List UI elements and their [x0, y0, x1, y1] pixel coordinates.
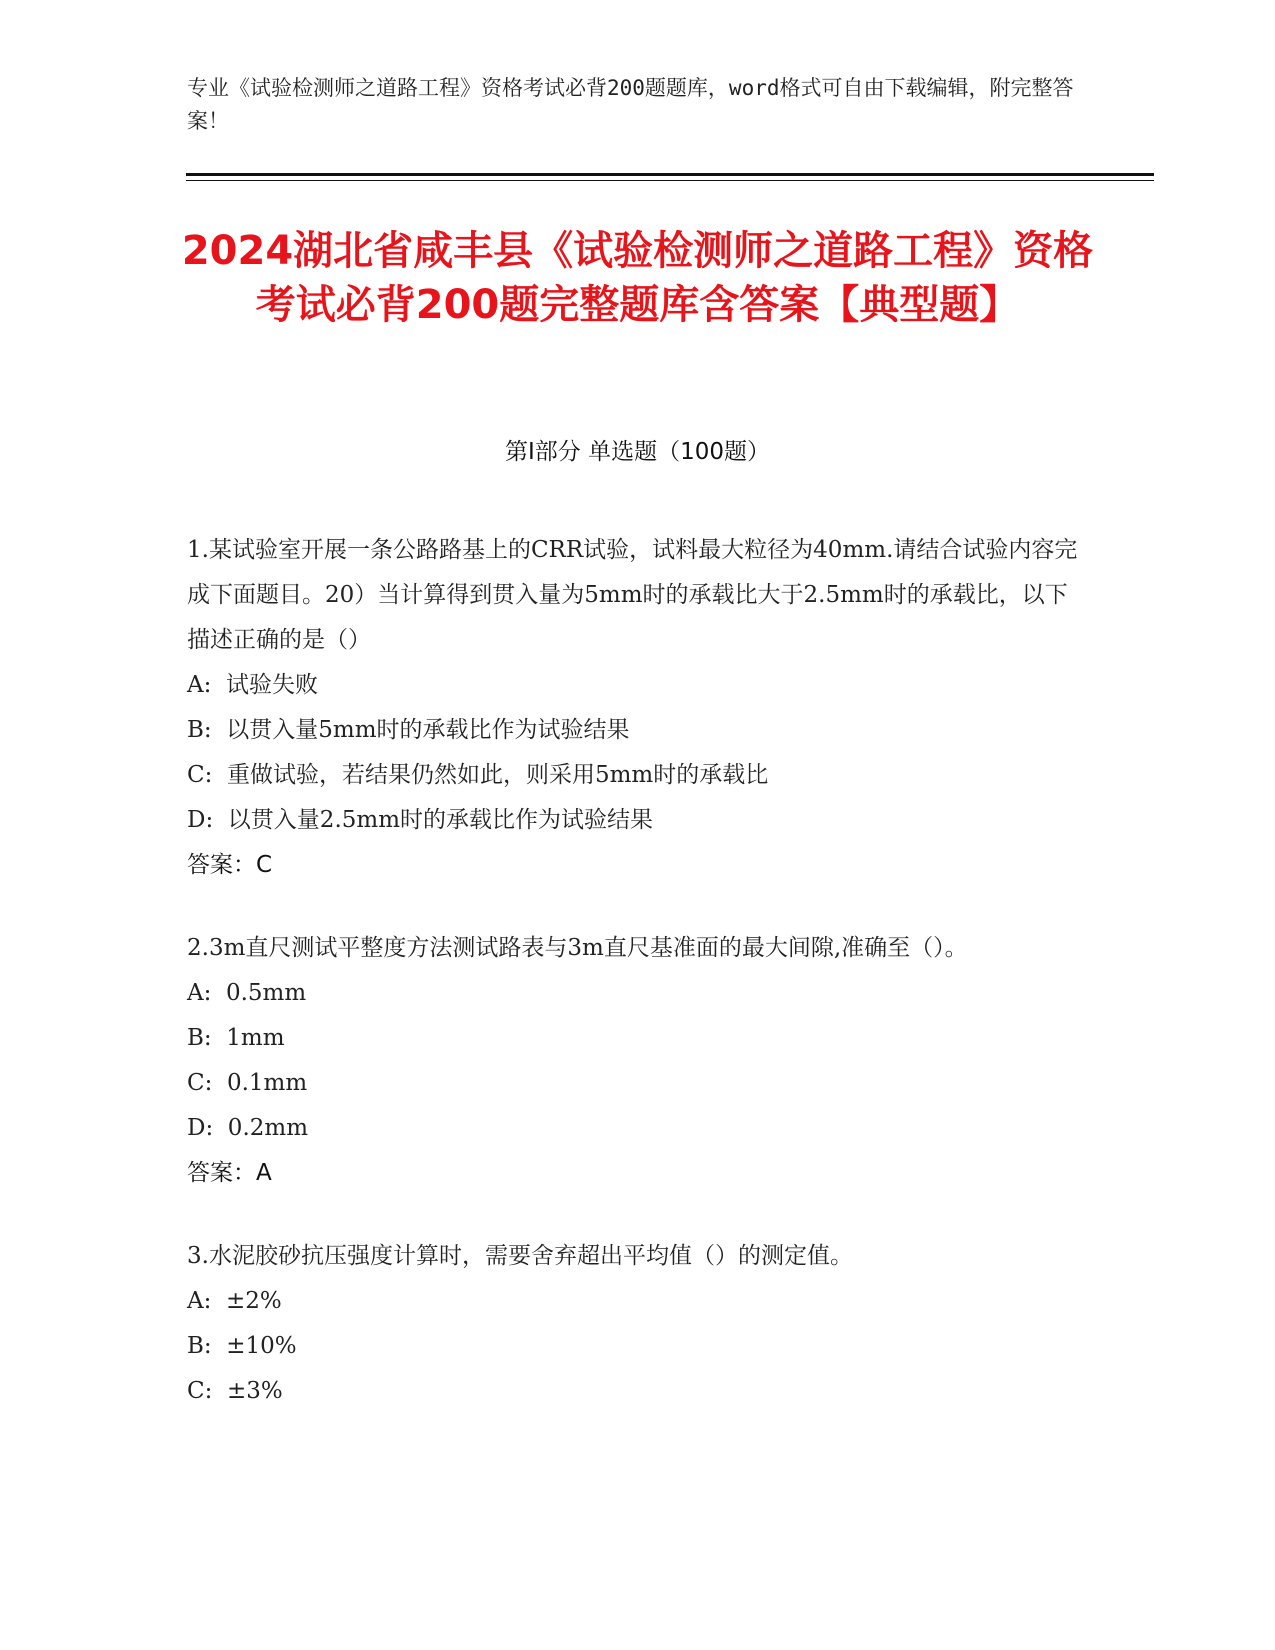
answer: 答案：C	[187, 852, 273, 878]
header-divider	[186, 173, 1154, 176]
question-stem: 1.某试验室开展一条公路路基上的CRR试验，试料最大粒径为40mm.请结合试验内容完成下面题目。20）当计算得到贯入量为5mm时的承载比大于2.5mm时的承载比，以下描述正确的是（）	[187, 537, 1078, 653]
header-divider-thin	[186, 180, 1154, 181]
question-stem: 3.水泥胶砂抗压强度计算时，需要舍弃超出平均值（）的测定值。	[187, 1243, 853, 1269]
option-d: D: 以贯入量2.5mm时的承载比作为试验结果	[187, 807, 654, 833]
question-list	[187, 528, 1087, 1452]
section-title: 第I部分 单选题（100题）	[505, 439, 770, 465]
question-3	[187, 1234, 1087, 1414]
option-b: B: ±10%	[187, 1333, 297, 1359]
question-1	[187, 528, 1087, 888]
option-d: D: 0.2mm	[187, 1115, 309, 1141]
option-c: C: 重做试验，若结果仍然如此，则采用5mm时的承载比	[187, 762, 769, 788]
option-a: A: ±2%	[187, 1288, 282, 1314]
question-stem: 2.3m直尺测试平整度方法测试路表与3m直尺基准面的最大间隙,准确至（）。	[187, 935, 968, 961]
option-c: C: ±3%	[187, 1378, 283, 1404]
option-c: C: 0.1mm	[187, 1070, 308, 1096]
option-b: B: 1mm	[187, 1025, 285, 1051]
answer: 答案：A	[187, 1160, 272, 1186]
option-a: A: 0.5mm	[187, 980, 307, 1006]
option-a: A: 试验失败	[187, 672, 318, 698]
question-2	[187, 926, 1087, 1196]
option-b: B: 以贯入量5mm时的承载比作为试验结果	[187, 717, 630, 743]
header-note: 专业《试验检测师之道路工程》资格考试必背200题题库，word格式可自由下载编辑，附完整答案！	[187, 76, 1074, 133]
document-title: 2024湖北省咸丰县《试验检测师之道路工程》资格考试必背200题完整题库含答案【典型题】	[181, 228, 1094, 328]
